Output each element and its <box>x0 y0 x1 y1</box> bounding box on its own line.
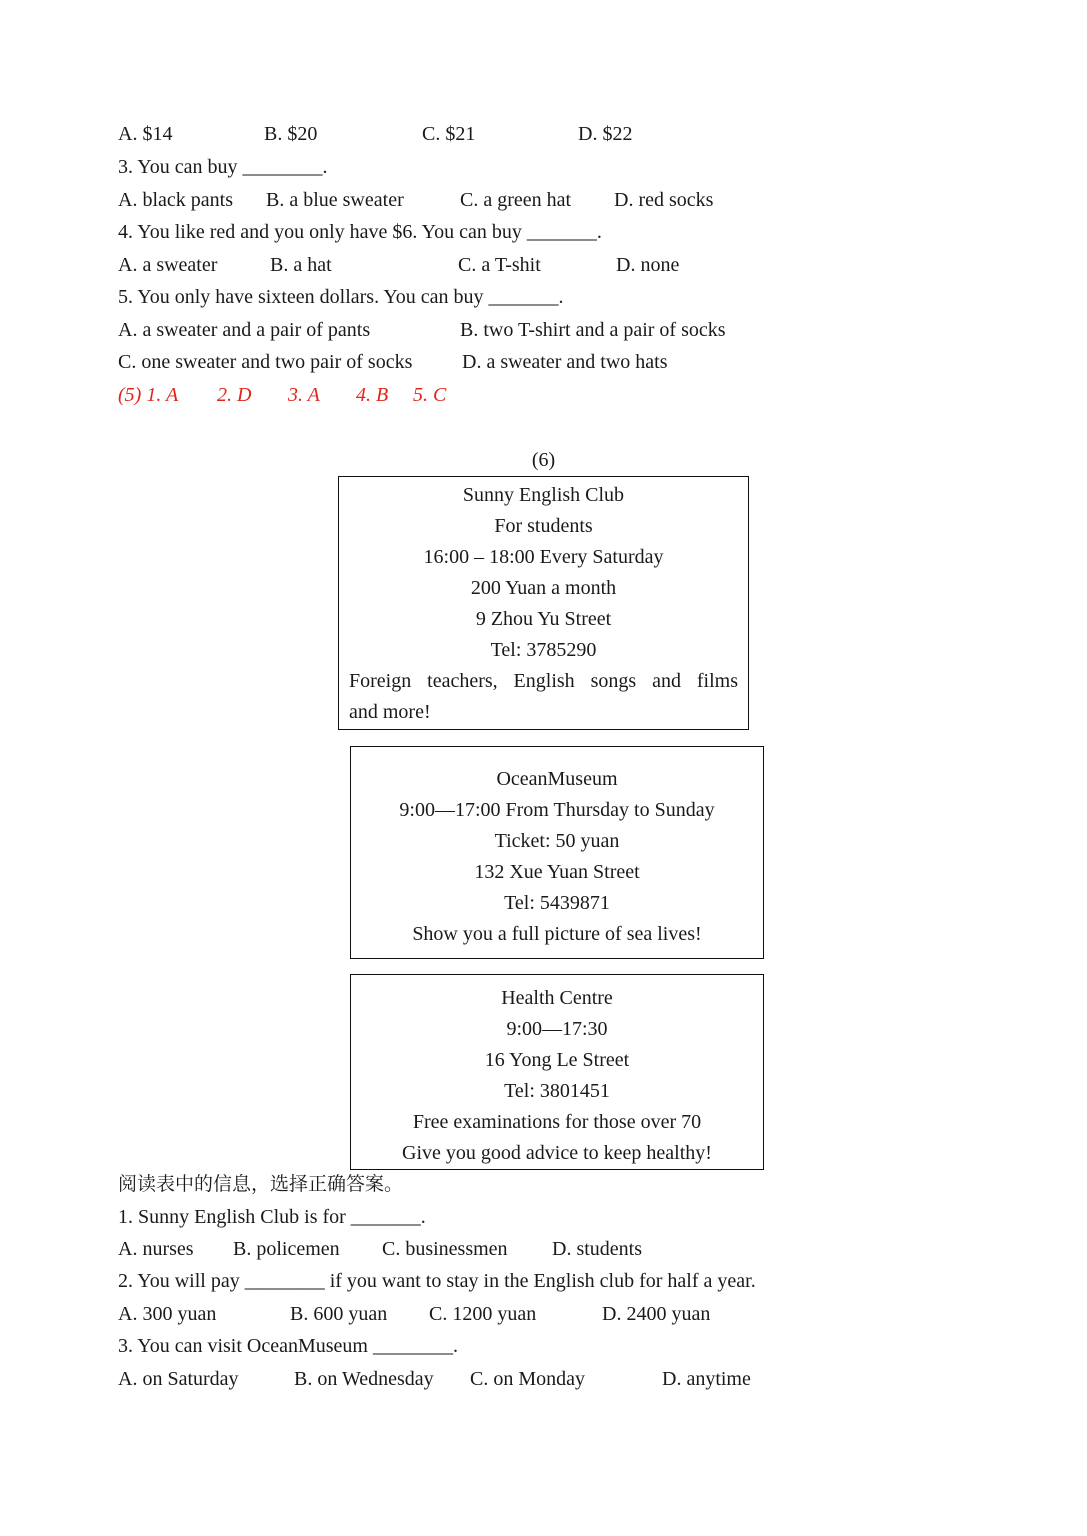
s6-q1-option-d: D. students <box>552 1238 642 1260</box>
s6-q1-option-b: B. policemen <box>233 1238 340 1260</box>
museum-address: 132 Xue Yuan Street <box>474 861 640 883</box>
q4-option-d: D. none <box>616 254 680 276</box>
club-note-line1: Foreign teachers, English songs and films <box>349 670 738 692</box>
s6-q3-stem: 3. You can visit OceanMuseum ________. <box>118 1335 458 1357</box>
s6-q1-option-c: C. businessmen <box>382 1238 508 1260</box>
s6-q2-option-a: A. 300 yuan <box>118 1303 217 1325</box>
museum-ticket: Ticket: 50 yuan <box>494 830 620 852</box>
answer-item: 2. D <box>217 384 252 406</box>
health-time: 9:00—17:30 <box>506 1018 608 1040</box>
q2-option-a: A. $14 <box>118 123 173 145</box>
club-notice-box <box>338 476 749 730</box>
club-audience: For students <box>494 515 593 537</box>
health-name: Health Centre <box>501 987 613 1009</box>
club-time: 16:00 – 18:00 Every Saturday <box>423 546 664 568</box>
s6-q1-stem: 1. Sunny English Club is for _______. <box>118 1206 426 1228</box>
health-tel: Tel: 3801451 <box>504 1080 610 1102</box>
health-note-1: Free examinations for those over 70 <box>412 1111 702 1133</box>
club-price: 200 Yuan a month <box>470 577 617 599</box>
health-address: 16 Yong Le Street <box>484 1049 630 1071</box>
health-notice-box <box>350 974 764 1170</box>
museum-name: OceanMuseum <box>496 768 618 790</box>
q4-stem: 4. You like red and you only have $6. You can buy _______. <box>118 221 602 243</box>
q4-option-c: C. a T-shit <box>458 254 541 276</box>
museum-tel: Tel: 5439871 <box>504 892 610 914</box>
museum-notice-box <box>350 746 764 959</box>
s6-q3-option-d: D. anytime <box>662 1368 751 1390</box>
q3-stem: 3. You can buy ________. <box>118 156 328 178</box>
q2-option-b: B. $20 <box>264 123 318 145</box>
club-name: Sunny English Club <box>462 484 625 506</box>
answer-item: 4. B <box>356 384 389 406</box>
s6-q2-stem: 2. You will pay ________ if you want to stay in the English club for half a year. <box>118 1270 756 1292</box>
q5-option-a: A. a sweater and a pair of pants <box>118 319 371 341</box>
club-address: 9 Zhou Yu Street <box>475 608 612 630</box>
s6-q3-option-b: B. on Wednesday <box>294 1368 434 1390</box>
s6-q1-option-a: A. nurses <box>118 1238 194 1260</box>
s6-q2-option-c: C. 1200 yuan <box>429 1303 537 1325</box>
q3-option-c: C. a green hat <box>460 189 572 211</box>
q5-option-d: D. a sweater and two hats <box>462 351 668 373</box>
q2-option-c: C. $21 <box>422 123 476 145</box>
instruction: 阅读表中的信息，选择正确答案。 <box>118 1173 404 1195</box>
answer-item: 5. C <box>413 384 447 406</box>
q4-option-b: B. a hat <box>270 254 332 276</box>
answer-item: 3. A <box>288 384 320 406</box>
q3-option-d: D. red socks <box>614 189 714 211</box>
club-tel: Tel: 3785290 <box>490 639 597 661</box>
q3-option-b: B. a blue sweater <box>266 189 404 211</box>
answer-item: (5) 1. A <box>118 384 179 406</box>
q5-option-b: B. two T-shirt and a pair of socks <box>460 319 726 341</box>
q4-option-a: A. a sweater <box>118 254 218 276</box>
q2-option-d: D. $22 <box>578 123 633 145</box>
section-6-label: (6) <box>531 449 556 471</box>
q3-option-a: A. black pants <box>118 189 233 211</box>
health-note-2: Give you good advice to keep healthy! <box>402 1142 712 1164</box>
s6-q2-option-b: B. 600 yuan <box>290 1303 388 1325</box>
q5-stem: 5. You only have sixteen dollars. You can buy _______. <box>118 286 564 308</box>
s6-q3-option-c: C. on Monday <box>470 1368 585 1390</box>
museum-note: Show you a full picture of sea lives! <box>412 923 702 945</box>
museum-time: 9:00—17:00 From Thursday to Sunday <box>399 799 715 821</box>
s6-q3-option-a: A. on Saturday <box>118 1368 239 1390</box>
club-note-line2: and more! <box>349 701 431 723</box>
s6-q2-option-d: D. 2400 yuan <box>602 1303 711 1325</box>
q5-option-c: C. one sweater and two pair of socks <box>118 351 413 373</box>
